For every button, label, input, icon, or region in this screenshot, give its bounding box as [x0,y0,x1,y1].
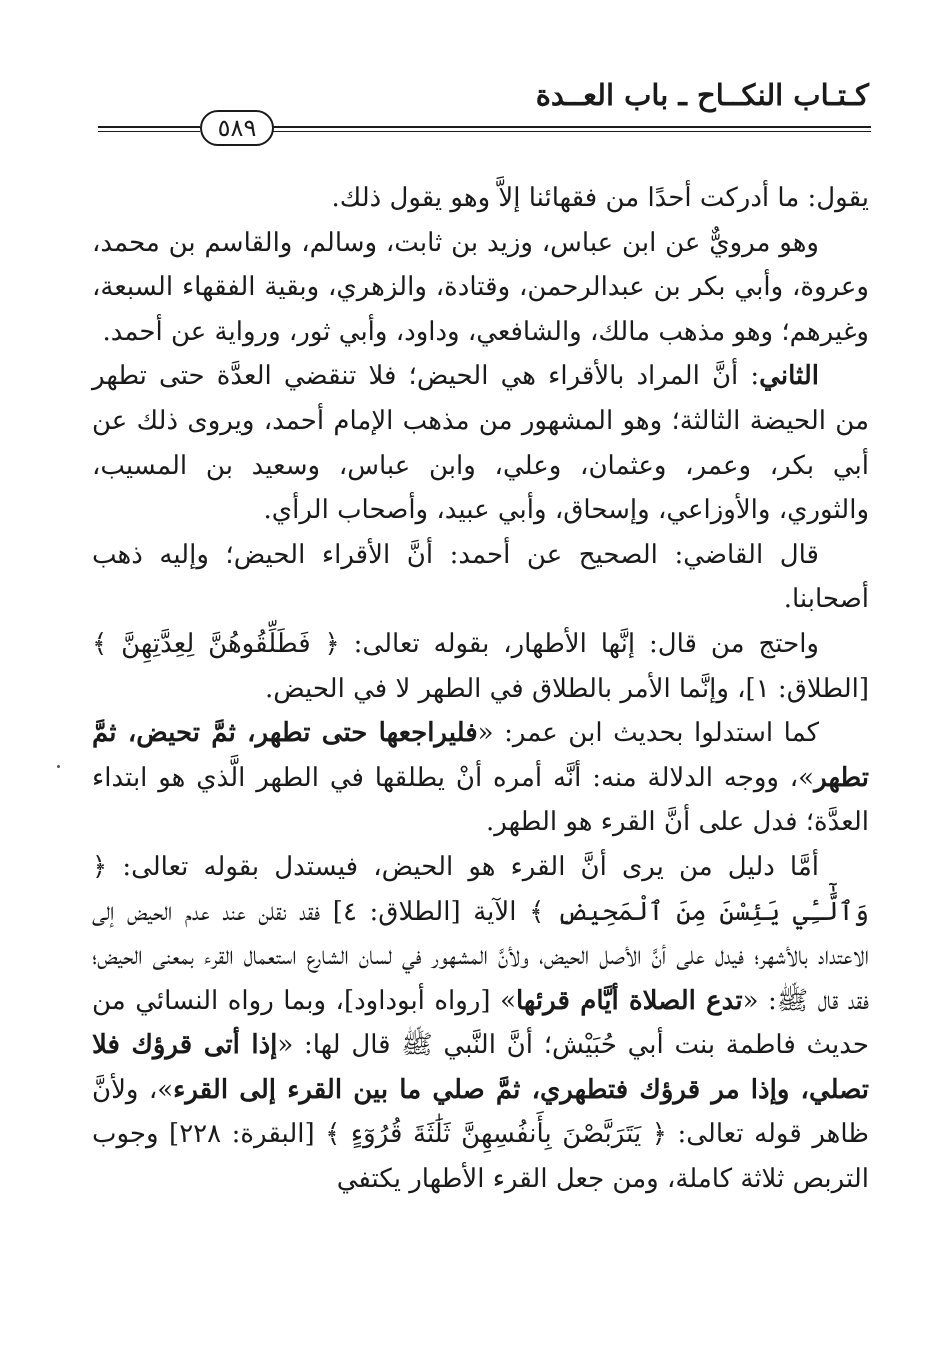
running-title: كـتـاب النكــاح ـ باب العــدة [535,78,869,112]
paragraph-5-text-b: [الطلاق: ١]، وإنَّما الأمر بالطلاق في الطهر لا في الحيض. [264,673,869,704]
paragraph-7 [92,845,869,1202]
hadith-quote: فليراجعها حتى تطهر، ثمَّ تحيض، ثمَّ تطهر [92,718,869,793]
paragraph-4: قال القاضي: الصحيح عن أحمد: أنَّ الأقراء الحيض؛ وإليه ذهب أصحابنا. [92,539,869,615]
paragraph-5 [92,622,869,711]
paragraph-2: وهو مرويٌّ عن ابن عباس، وزيد بن ثابت، وسالم، والقاسم بن محمد، وعروة، وأبي بكر بن عبدالرحمن، وقتادة، والزهري، وبقية الفقهاء السبعة، وغيرهم؛ وهو مذهب مالك، والشافعي، وداود، وأبي ثور، ورواية عن أحمد. [92,227,869,347]
quran-verse: ﴿ وَٱلَّٰٓـِٔي يَئِسْنَ مِنَ ٱلْمَحِيضِ ﴾ [92,851,869,927]
paragraph-7-text-b: الآية [الطلاق: ٤] فقد نقلن عند عدم الحيض إلى الاعتداد بالأشهر؛ فيدل على أنَّ الأصل الحيض، ولأنَّ المشهور في لسان الشارع استعمال القرء بمعنى الحيض؛ فقد قال ﷺ: « [92,896,870,1016]
paragraph-5-text-a: واحتج من قال: إنَّها الأطهار، بقوله تعالى: [339,628,819,659]
paragraph-6-text-a: كما استدلوا بحديث ابن عمر: « [477,718,819,749]
header-rule-left [98,126,200,128]
body-text [92,176,869,1202]
paragraph-7-text-d: »، ولأنَّ ظاهر قوله تعالى: [92,1074,869,1150]
page-number: ٥٨٩ [200,110,274,146]
paragraph-7-text-c: » [رواه أبوداود]، وبما رواه النسائي من حديث فاطمة بنت أبي حُبَيْش؛ أنَّ النَّبي ﷺ قال لها: « [92,985,869,1061]
paragraph-7-text-e: [البقرة: ٢٢٨] وجوب التربص ثلاثة كاملة، ومن جعل القرء الأطهار يكتفي [92,1119,869,1195]
header-rule-right [272,126,871,128]
paragraph-3-text: : أنَّ المراد بالأقراء هي الحيض؛ فلا تنقضي العدَّة حتى تطهر من الحيضة الثالثة؛ وهو المشهور من مذهب الإمام أحمد، ويروى ذلك عن أبي بكر، وعمر، وعثمان، وعلي، وابن عباس، وسعيد بن المسيب، والثوري، والأوزاعي، وإسحاق، وأبي عبيد، وأصحاب الرأي. [92,361,869,526]
paragraph-3 [92,354,869,532]
paragraph-3-lead: الثاني [759,361,819,392]
paragraph-6-text-b: »، ووجه الدلالة منه: أنَّه أمره أنْ يطلقها في الطهر الَّذي هو ابتداء العدَّة؛ فدل على أنَّ القرء هو الطهر. [92,762,869,838]
paragraph-7-text-a: أمَّا دليل من يرى أنَّ القرء هو الحيض، فيستدل بقوله تعالى: [107,851,819,882]
hadith-quote: إذا أتى قرؤك فلا تصلي، وإذا مر قرؤك فتطهري، ثمَّ صلي ما بين القرء إلى القرء [92,1030,870,1105]
scan-speck [57,765,60,768]
quran-verse: ﴿ فَطَلِّقُوهُنَّ لِعِدَّتِهِنَّ ﴾ [92,628,340,659]
paragraph-1: يقول: ما أدركت أحدًا من فقهائنا إلاَّ وهو يقول ذلك. [331,183,869,213]
quran-verse: ﴿ يَتَرَبَّصْنَ بِأَنفُسِهِنَّ ثَلَٰثَةَ قُرُوٓءٍ ﴾ [325,1119,667,1150]
paragraph-6 [92,711,869,845]
hadith-quote: تدع الصلاة أيَّام قرئها [515,985,743,1016]
